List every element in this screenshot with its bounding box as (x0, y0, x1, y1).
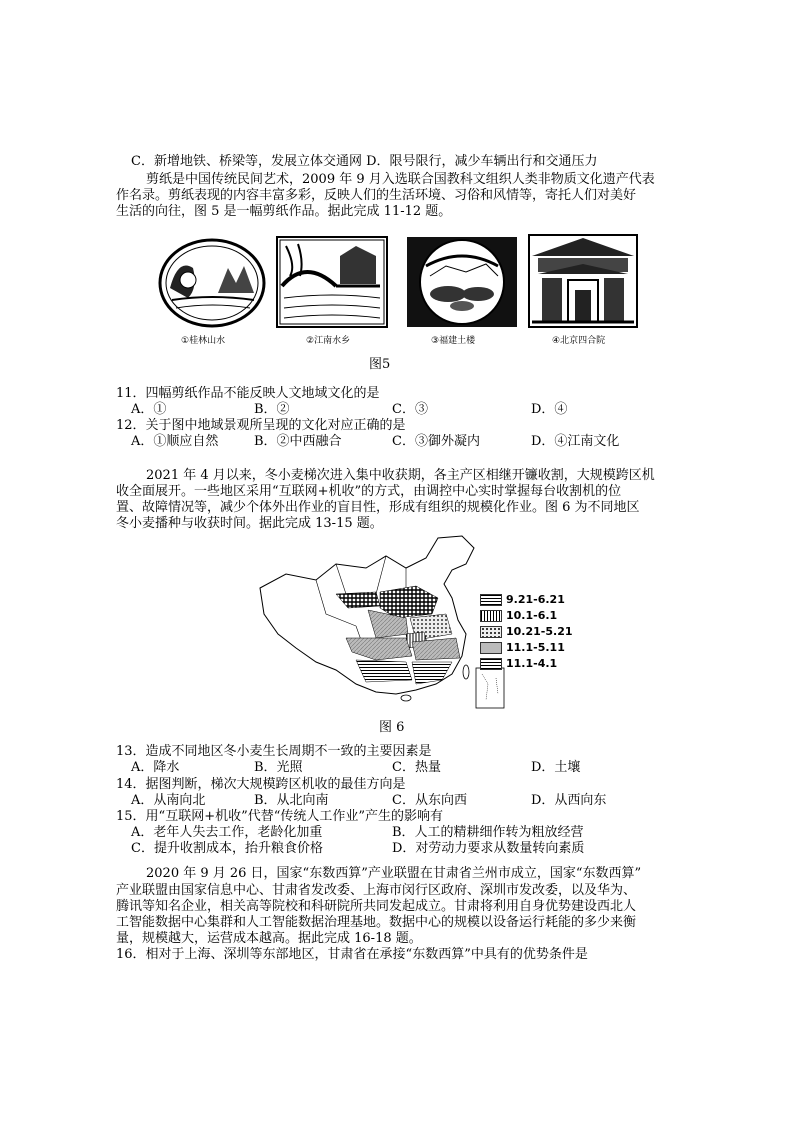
q14-option-d[interactable]: D．从西向东 (531, 793, 607, 808)
q15-option-c[interactable]: C．提升收割成本，抬升粮食价格 (131, 841, 323, 856)
paragraph-line: 收全面展开。一些地区采用“互联网+机收”的方式，由调控中心实时掌握每台收割机的位 (116, 484, 622, 499)
q11-option-b[interactable]: B．② (254, 402, 290, 417)
legend-label-1: 9.21-6.21 (506, 593, 565, 606)
q13-option-d[interactable]: D．土壤 (531, 760, 581, 775)
fig5-caption-3: ③福建土楼 (431, 336, 476, 346)
paragraph-line: 工智能数据中心集群和人工智能数据治理基地。数据中心的规模以设备运行耗能的多少来衡 (116, 915, 637, 930)
paragraph-line: 2021 年 4 月以来，冬小麦梯次进入集中收获期，各主产区相继开镰收割，大规模跨区机 (146, 468, 655, 483)
paragraph-line: 剪纸是中国传统民间艺术，2009 年 9 月入选联合国教科文组织人类非物质文化遗产代表 (146, 172, 655, 187)
q14-option-a[interactable]: A．从南向北 (131, 793, 206, 808)
q13-option-b[interactable]: B．光照 (254, 760, 303, 775)
legend-swatch-4 (480, 642, 502, 654)
question-11-stem: 11．四幅剪纸作品不能反映人文地域文化的是 (116, 386, 380, 401)
legend-label-3: 10.21-5.21 (506, 625, 573, 638)
q13-option-c[interactable]: C．热量 (392, 760, 441, 775)
q11-option-d[interactable]: D．④ (531, 402, 568, 417)
paragraph-line: 量，规模越大，运营成本越高。据此完成 16-18 题。 (116, 931, 422, 946)
figure-5-label: 图5 (369, 357, 391, 372)
q11-option-c[interactable]: C．③ (392, 402, 428, 417)
paragraph-line: 置、故障情况等，减少个体外出作业的盲目性，形成有组织的规模化作业。图 6 为不同地区 (116, 500, 640, 515)
q15-option-a[interactable]: A．老年人失去工作，老龄化加重 (131, 825, 323, 840)
papercut-guilin-image (158, 238, 266, 328)
legend-swatch-2 (480, 610, 502, 622)
q11-option-a[interactable]: A．① (131, 402, 167, 417)
fig5-caption-1: ①桂林山水 (181, 336, 226, 346)
fig5-caption-4: ④北京四合院 (552, 336, 606, 346)
paragraph-line: 作名录。剪纸表现的内容丰富多彩，反映人们的生活环境、习俗和风情等，寄托人们对美好 (116, 188, 637, 203)
q13-option-a[interactable]: A．降水 (131, 760, 180, 775)
paragraph-line: 2020 年 9 月 26 日，国家“东数西算”产业联盟在甘肃省兰州市成立，国家“东数西算” (146, 866, 642, 881)
paragraph-line: 腾讯等知名企业，相关高等院校和科研院所共同发起成立。甘肃将利用自身优势建设西北人 (116, 899, 637, 914)
q15-option-b[interactable]: B．人工的精耕细作转为粗放经营 (392, 825, 584, 840)
question-15-stem: 15．用“互联网+机收”代替“传统人工作业”产生的影响有 (116, 809, 444, 824)
papercut-beijing-siheyuan-image (528, 234, 638, 328)
q14-option-c[interactable]: C．从东向西 (392, 793, 467, 808)
question-16-stem: 16．相对于上海、深圳等东部地区，甘肃省在承接“东数西算”中具有的优势条件是 (116, 947, 588, 962)
legend-label-5: 11.1-4.1 (506, 657, 558, 670)
question-13-stem: 13．造成不同地区冬小麦生长周期不一致的主要因素是 (116, 744, 432, 759)
q12-option-c[interactable]: C．③御外凝内 (392, 434, 480, 449)
papercut-fujian-tulou-image (406, 236, 518, 328)
figure-6-label: 图 6 (379, 720, 405, 735)
paragraph-line: 冬小麦播种与收获时间。据此完成 13-15 题。 (116, 516, 383, 531)
papercut-jiangnan-image (276, 236, 388, 328)
q12-option-a[interactable]: A．①顺应自然 (131, 434, 219, 449)
legend-swatch-1 (480, 594, 502, 606)
q14-option-b[interactable]: B．从北向南 (254, 793, 329, 808)
paragraph-line: 产业联盟由国家信息中心、甘肃省发改委、上海市闵行区政府、深圳市发改委，以及华为、 (116, 883, 637, 898)
china-wheat-map (256, 534, 546, 712)
paragraph-line: 生活的向往，图 5 是一幅剪纸作品。据此完成 11-12 题。 (116, 204, 452, 219)
option-line-c-d: C．新增地铁、桥梁等，发展立体交通网 D．限号限行，减少车辆出行和交通压力 (131, 154, 598, 169)
q12-option-b[interactable]: B．②中西融合 (254, 434, 342, 449)
question-14-stem: 14．据图判断，梯次大规模跨区机收的最佳方向是 (116, 777, 406, 792)
question-12-stem: 12．关于图中地域景观所呈现的文化对应正确的是 (116, 418, 406, 433)
legend-label-4: 11.1-5.11 (506, 641, 565, 654)
q12-option-d[interactable]: D．④江南文化 (531, 434, 620, 449)
fig5-caption-2: ②江南水乡 (306, 336, 351, 346)
q15-option-d[interactable]: D．对劳动力要求从数量转向素质 (392, 841, 585, 856)
legend-swatch-3 (480, 626, 502, 638)
legend-swatch-5 (480, 658, 502, 670)
legend-label-2: 10.1-6.1 (506, 609, 558, 622)
